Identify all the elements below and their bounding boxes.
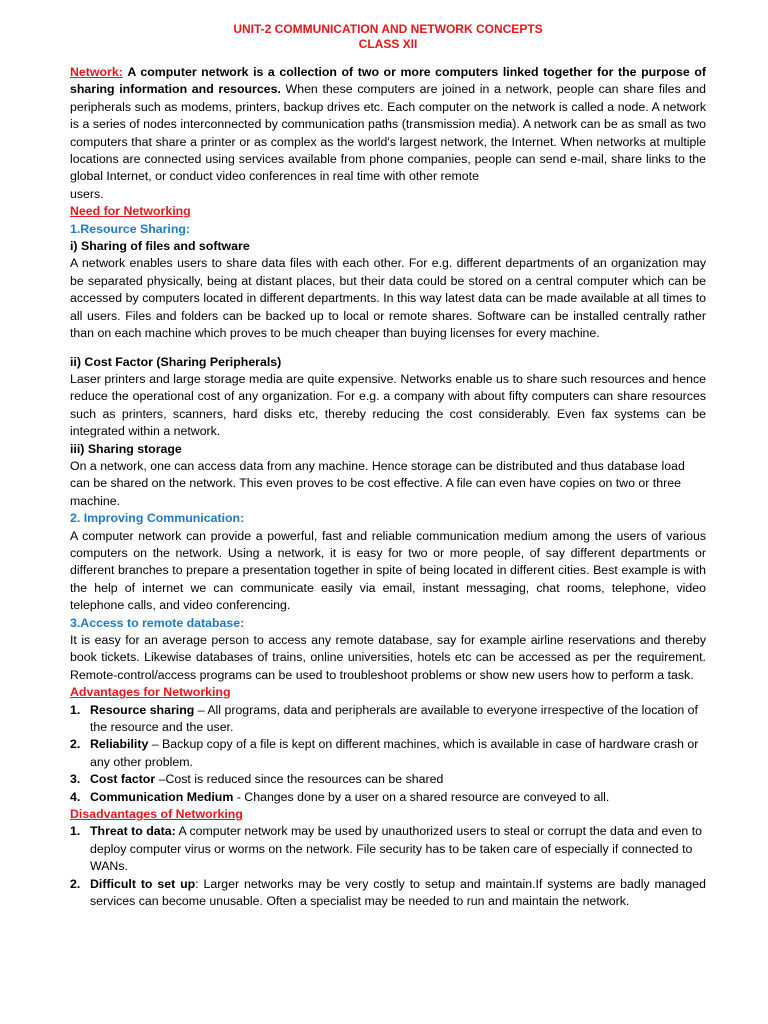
cost-factor-body: Laser printers and large storage media are quite expensive. Networks enable us to share such resources and hence reduce the operational cost of any organization. For e.g. a company with about fifty computers can share resources such as printers, scanners, hard disks etc, thereby reducing the cost considerably. Even fax systems can be integrated within a network. [70,371,706,439]
cost-factor-title: ii) Cost Factor (Sharing Peripherals) [70,354,282,369]
list-number: 2. [70,876,81,891]
advantage-text: - Changes done by a user on a shared resource are conveyed to all. [233,789,610,804]
disadvantage-text: A computer network may be used by unauthorized users to steal or corrupt the data and even to deploy computer virus or worms on the network. File security has to be taken care of especially if connected to WANs. [90,824,703,874]
disadvantage-term: Difficult to set up [90,876,196,891]
communication-body: A computer network can provide a powerful, fast and reliable communication medium among the users of various computers on the network. Using a network, it is easy for two or more people, of say different departments or different branches to prepare a presentation together in spite of being located in different cities. Best example is with the help of internet we can communicate easily via email, instant messaging, chat rooms, telephone, video telephone calls, and video conferencing. [70,528,706,613]
list-item [70,702,706,737]
title-line-class: CLASS XII [358,37,418,51]
remote-database-body: It is easy for an average person to access any remote database, say for example airline reservations and thereby book tickets. Likewise databases of trains, online universities, hotels etc can be accessed as per the requirement. Remote-control/access programs can be used to troubleshoot problems or show new users how to perform a task. [70,633,706,682]
advantage-text: – Backup copy of a file is kept on different machines, which is available in case of hardware crash or any other problem. [90,737,699,769]
sharing-files-body: A network enables users to share data files with each other. For e.g. different departments of an organization may be separated physically, being at distant places, but their data could be stored on a central computer which can be accessed by computers located in different departments. In this way latest data can be made available at all times to all users. Files and folders can be backed up to local or remote shares. Software can be installed centrally rather than on each machine which proves to be much cheaper than buying licenses for every machine. [70,256,706,341]
network-definition [70,64,706,186]
list-number: 1. [70,702,81,717]
network-body: When these computers are joined in a network, people can share files and peripherals such as modems, printers, backup drives etc. Each computer on the network is called a node. A network is a series of nodes interconnected by communication paths (transmission media). A network can be as small as two computers that share a printer or as complex as the world's largest network, the Internet. When networks at multiple locations are connected using services available from phone companies, people can send e-mail, share links to the global Internet, or conduct video conferences in real time with other remote [70,82,706,184]
list-number: 4. [70,789,81,804]
advantage-term: Reliability [90,737,149,752]
title-line-unit: UNIT-2 COMMUNICATION AND NETWORK CONCEPTS [233,22,543,36]
disadvantage-term: Threat to data: [90,824,176,839]
advantages-list [70,702,706,806]
advantage-text: – All programs, data and peripherals are available to everyone irrespective of the location of the resource and the user. [90,702,698,735]
communication-heading: 2. Improving Communication: [70,511,245,526]
resource-sharing-heading: 1.Resource Sharing: [70,221,191,236]
document-title [70,22,706,52]
disadvantages-list [70,823,706,910]
list-item [70,771,706,788]
list-number: 1. [70,824,81,839]
sharing-storage-title: iii) Sharing storage [70,441,182,456]
advantage-term: Resource sharing [90,702,195,717]
advantages-heading: Advantages for Networking [70,685,231,700]
network-tail: users. [70,186,104,201]
network-label: Network: [70,65,123,79]
advantage-text: –Cost is reduced since the resources can be shared [155,772,444,787]
list-number: 3. [70,772,81,787]
sharing-storage-body: On a network, one can access data from any machine. Hence storage can be distributed and thus database load can be shared on the network. This even proves to be cost effective. A file can even have copies on two or three machine. [70,458,685,508]
list-item [70,876,706,911]
disadvantages-heading: Disadvantages of Networking [70,807,243,822]
remote-database-heading: 3.Access to remote database: [70,615,245,630]
list-item [70,789,706,806]
advantage-term: Communication Medium [90,789,234,804]
list-item [70,823,706,875]
disadvantage-text: : Larger networks may be very costly to setup and maintain.If systems are badly managed services can become unusable. Often a specialist may be needed to run and maintain the network. [90,876,706,909]
sharing-files-title: i) Sharing of files and software [70,239,250,254]
need-heading: Need for Networking [70,204,191,219]
network-bold-definition: A computer network is a collection of two or more computers linked together for the purpose of sharing information and resources. [70,65,706,97]
list-number: 2. [70,737,81,752]
advantage-term: Cost factor [90,772,156,787]
list-item [70,736,706,771]
